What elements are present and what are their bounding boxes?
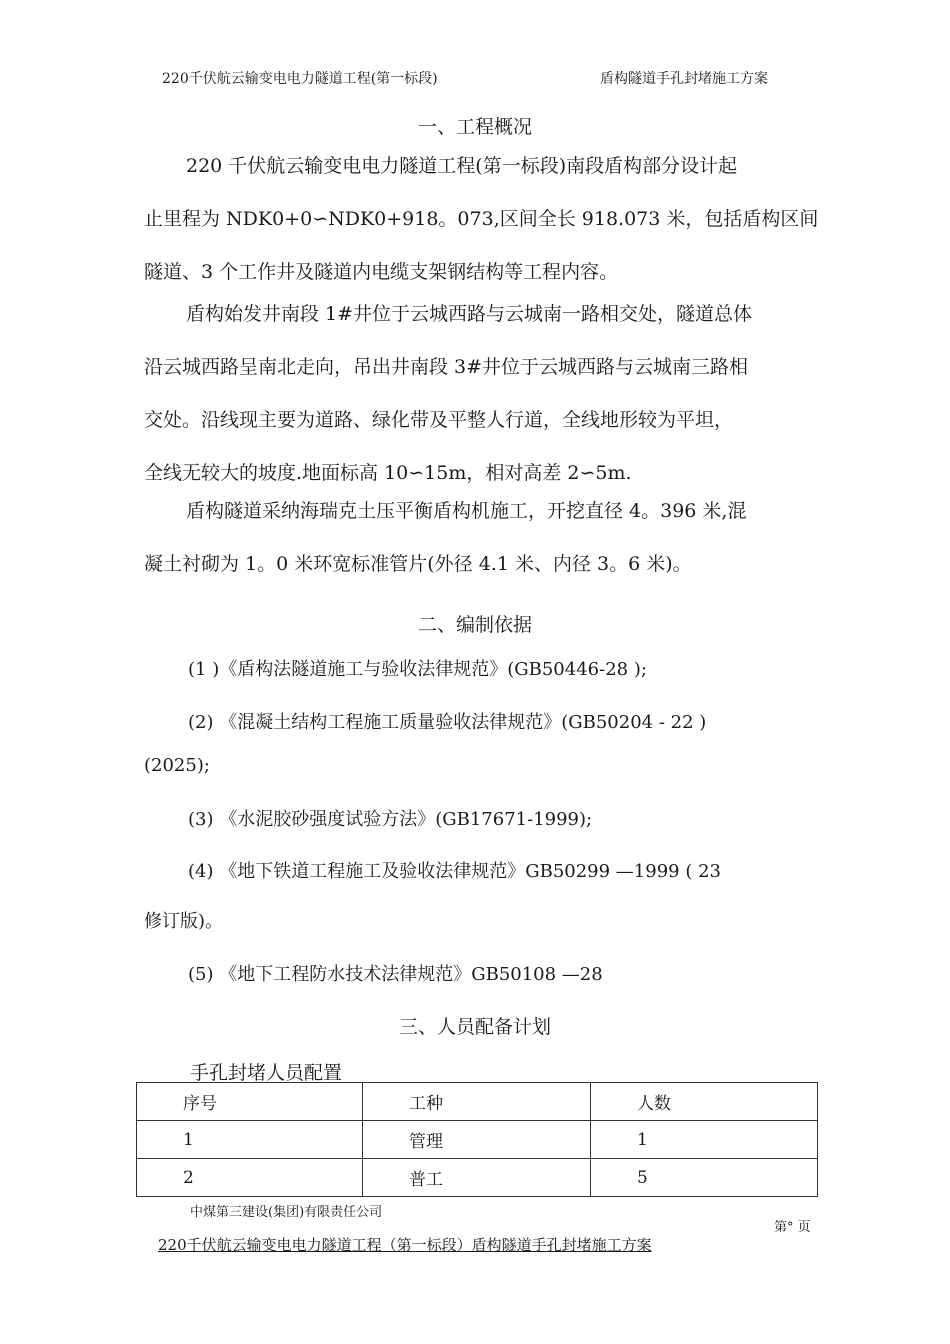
reference-item-5: (5) 《地下工程防水技术法律规范》GB50108 —28 [188,964,603,985]
header-cell-count: 人数 [591,1083,818,1121]
overview-paragraph-3 [144,485,820,591]
cell-count: 1 [591,1121,818,1159]
table-row [137,1159,818,1197]
header-project-title: 220千伏航云输变电电力隧道工程(第一标段) [162,71,438,87]
header-cell-index: 序号 [137,1083,363,1121]
text-line: 隧道、3 个工作井及隧道内电缆支架钢结构等工程内容。 [144,261,619,283]
section-3-heading: 三、人员配备计划 [398,1016,551,1038]
cell-trade: 管理 [363,1121,591,1159]
section-2-heading: 二、编制依据 [417,614,532,636]
staffing-table [136,1082,818,1197]
cell-index: 1 [137,1121,363,1159]
header-doc-title: 盾构隧道手孔封堵施工方案 [600,71,768,87]
reference-item-3: (3) 《水泥胶砂强度试验方法》(GB17671-1999); [188,809,593,830]
text-line: 止里程为 NDK0+0∽NDK0+918。073,区间全长 918.073 米，包括盾构区间 [144,208,819,230]
reference-item-2-cont: (2025); [144,755,210,776]
overview-paragraph-1 [144,140,820,299]
text-line: 凝土衬砌为 1。0 米环宽标准管片(外径 4.1 米、内径 3。6 米)。 [144,553,692,575]
table-row [137,1121,818,1159]
reference-item-4: (4) 《地下铁道工程施工及验收法律规范》GB50299 —1999 ( 23 [188,861,721,882]
header-cell-trade: 工种 [363,1083,591,1121]
footer-page-number: 第° 页 [774,1220,811,1235]
reference-item-2: (2) 《混凝土结构工程施工质量验收法律规范》(GB50204 - 22 ) [188,712,707,733]
table-header-row [137,1083,818,1121]
reference-item-4-cont: 修订版)。 [144,911,224,932]
text-line: 盾构隧道采纳海瑞克土压平衡盾构机施工，开挖直径 4。396 米,混 [186,500,747,522]
table-caption: 手孔封堵人员配置 [190,1062,343,1084]
footer-doc-title: 220千伏航云输变电电力隧道工程（第一标段）盾构隧道手孔封堵施工方案 [158,1236,652,1254]
text-line: 全线无较大的坡度.地面标高 10∽15m，相对高差 2∽5m. [144,462,632,484]
cell-trade: 普工 [363,1159,591,1197]
section-1-heading: 一、工程概况 [417,116,532,138]
cell-index: 2 [137,1159,363,1197]
reference-item-1: (1 )《盾构法隧道施工与验收法律规范》(GB50446-28 ); [188,659,647,680]
text-line: 沿云城西路呈南北走向，吊出井南段 3#井位于云城西路与云城南三路相 [144,356,749,378]
text-line: 盾构始发井南段 1#井位于云城西路与云城南一路相交处，隧道总体 [186,303,753,325]
footer-company: 中煤第三建设(集团)有限责任公司 [190,1205,383,1220]
text-line: 交处。沿线现主要为道路、绿化带及平整人行道，全线地形较为平坦， [144,409,734,431]
cell-count: 5 [591,1159,818,1197]
overview-paragraph-2 [144,288,820,500]
text-line: 220 千伏航云输变电电力隧道工程(第一标段)南段盾构部分设计起 [186,155,738,177]
